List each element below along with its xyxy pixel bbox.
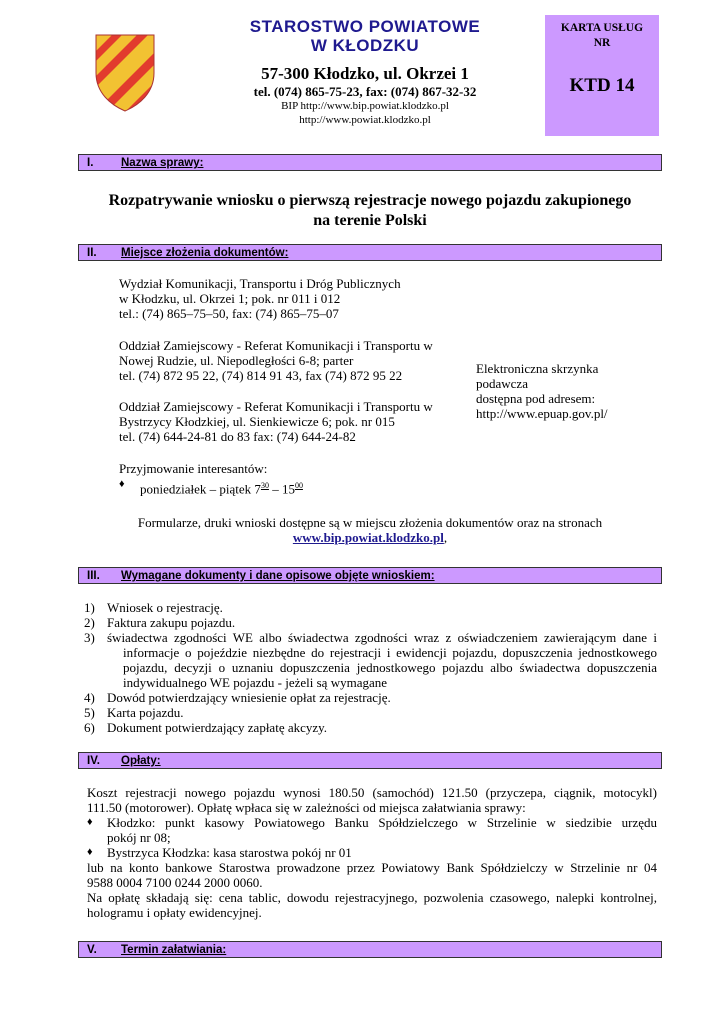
- fees-line: lub na konto bankowe Starostwa prowadzone przez Powiatowy Bank Spółdzielczy w Strzelinie nr 04: [87, 860, 657, 875]
- office-address: 57-300 Kłodzko, ul. Okrzei 1: [261, 64, 469, 83]
- office-bystrzyca: [119, 399, 469, 444]
- list-item-continued: informacje o pojeździe niezbędne do rejestracji i ewidencji pojazdu, dopuszczenia jednostkowego: [123, 645, 657, 660]
- office-line: w Kłodzku, ul. Okrzei 1; pok. nr 011 i 012: [119, 291, 341, 306]
- office-nowa-ruda: [119, 338, 469, 383]
- list-number: 5): [84, 705, 95, 720]
- fees-line: Kłodzko: punkt kasowy Powiatowego Banku Spółdzielczego w Strzelinie w siedzibie urzędu: [107, 815, 657, 830]
- office-line: Bystrzycy Kłodzkiej, ul. Sienkiewicze 6; pok. nr 015: [119, 414, 395, 429]
- section-4-header: [78, 752, 662, 769]
- list-item: Dowód potwierdzający wniesienie opłat za rejestrację.: [107, 690, 391, 705]
- list-item-continued: pojazdu, decyzji o uznaniu dopuszczenia jednostkowego pojazdu albo świadectwa dopuszczenia: [123, 660, 657, 675]
- office-name: [210, 17, 520, 55]
- case-title-line2: na terenie Polski: [313, 212, 427, 229]
- service-card-label: [545, 21, 659, 51]
- diamond-bullet-icon: ♦: [87, 846, 93, 858]
- fees-line: 111.50 (motorower). Opłatę wpłaca się w zależności od miejsca załatwiania sprawy:: [87, 800, 526, 815]
- list-number: 4): [84, 690, 95, 705]
- fees-line: Na opłatę składają się: cena tablic, dowodu rejestracyjnego, pozwolenia czasowego, nalepki kontrolnej,: [87, 890, 657, 905]
- coat-of-arms-logo: [94, 33, 156, 113]
- forms-comma: ,: [443, 530, 448, 545]
- case-title-line1: Rozpatrywanie wniosku o pierwszą rejestracje nowego pojazdu zakupionego: [108, 192, 632, 209]
- epuap-line: dostępna pod adresem:: [476, 391, 596, 406]
- diamond-bullet-icon: ♦: [119, 478, 125, 490]
- list-item: Dokument potwierdzający zapłatę akcyzy.: [107, 720, 328, 735]
- bip-link[interactable]: BIP http://www.bip.powiat.klodzko.pl: [281, 100, 449, 112]
- office-name-line1: STAROSTWO POWIATOWE: [249, 17, 481, 36]
- office-line: tel. (74) 872 95 22, (74) 814 91 43, fax (74) 872 95 22: [119, 368, 403, 383]
- hours-end: – 15: [268, 481, 295, 497]
- documents-list: [84, 600, 660, 740]
- office-name-line2: W KŁODZKU: [310, 36, 420, 55]
- section-title: Miejsce złożenia dokumentów:: [121, 247, 289, 259]
- list-item: Wniosek o rejestrację.: [107, 600, 223, 615]
- epuap-info: [476, 361, 656, 421]
- list-number: 1): [84, 600, 95, 615]
- fees-line: hologramu i opłaty ewidencyjnej.: [87, 905, 262, 920]
- office-web-links: [210, 99, 520, 127]
- office-line: Nowej Rudzie, ul. Niepodległości 6-8; parter: [119, 353, 354, 368]
- office-hours: [140, 478, 303, 496]
- section-title: Opłaty:: [121, 755, 161, 767]
- list-item: Faktura zakupu pojazdu.: [107, 615, 236, 630]
- office-line: tel.: (74) 865–75–50, fax: (74) 865–75–07: [119, 306, 339, 321]
- section-number: V.: [87, 944, 97, 956]
- hours-start-minutes: 30: [260, 481, 269, 490]
- card-label-line1: KARTA USŁUG: [560, 22, 644, 34]
- service-card-box: [545, 15, 659, 136]
- office-line: tel. (74) 644-24-81 do 83 fax: (74) 644-24-82: [119, 429, 356, 444]
- hours-end-minutes: 00: [294, 481, 303, 490]
- hours-label: Przyjmowanie interesantów:: [119, 461, 268, 476]
- section-2-header: [78, 244, 662, 261]
- case-title: [78, 191, 662, 231]
- section-3-header: [78, 567, 662, 584]
- office-line: Oddział Zamiejscowy - Referat Komunikacji i Transportu w: [119, 399, 433, 414]
- section-number: III.: [87, 570, 100, 582]
- section-number: II.: [87, 247, 97, 259]
- office-line: Wydział Komunikacji, Transportu i Dróg Publicznych: [119, 276, 401, 291]
- list-item: świadectwa zgodności WE albo świadectwa zgodności wraz z oświadczeniem zawierającym dane i: [107, 630, 657, 645]
- office-phone: tel. (074) 865-75-23, fax: (074) 867-32-32: [253, 84, 477, 99]
- epuap-link[interactable]: http://www.epuap.gov.pl/: [476, 406, 608, 421]
- forms-text: Formularze, druki wnioski dostępne są w miejscu złożenia dokumentów oraz na stronach: [137, 515, 603, 530]
- section-title: Wymagane dokumenty i dane opisowe objęte wnioskiem:: [121, 570, 435, 582]
- list-number: 6): [84, 720, 95, 735]
- office-line: Oddział Zamiejscowy - Referat Komunikacji i Transportu w: [119, 338, 433, 353]
- bip-website-link[interactable]: www.bip.powiat.klodzko.pl: [292, 530, 444, 545]
- epuap-line: podawcza: [476, 376, 528, 391]
- fees-line: pokój nr 08;: [107, 830, 171, 845]
- list-number: 2): [84, 615, 95, 630]
- section-1-header: [78, 154, 662, 171]
- section-number: IV.: [87, 755, 101, 767]
- fees-line: Koszt rejestracji nowego pojazdu wynosi 180.50 (samochód) 121.50 (przyczepa, ciągnik, motocykl): [87, 785, 657, 800]
- service-card-code: KTD 14: [569, 75, 635, 96]
- diamond-bullet-icon: ♦: [87, 816, 93, 828]
- forms-info: [78, 515, 662, 545]
- list-item-continued: indywidualnego WE pojazdu - jeżeli są wymagane: [123, 675, 388, 690]
- section-title: Termin załatwiania:: [121, 944, 227, 956]
- card-label-line2: NR: [593, 37, 611, 49]
- section-5-header: [78, 941, 662, 958]
- bank-account-number: 9588 0004 7100 0244 2000 0060.: [87, 875, 263, 890]
- hours-days: poniedziałek – piątek 7: [140, 481, 261, 497]
- fees-text: [87, 785, 657, 925]
- list-item: Karta pojazdu.: [107, 705, 184, 720]
- list-number: 3): [84, 630, 95, 645]
- epuap-line: Elektroniczna skrzynka: [476, 361, 599, 376]
- office-main: [119, 276, 469, 321]
- www-link[interactable]: http://www.powiat.klodzko.pl: [299, 114, 431, 126]
- section-title: Nazwa sprawy:: [121, 157, 204, 169]
- fees-line: Bystrzyca Kłodzka: kasa starostwa pokój nr 01: [107, 845, 352, 860]
- section-number: I.: [87, 157, 94, 169]
